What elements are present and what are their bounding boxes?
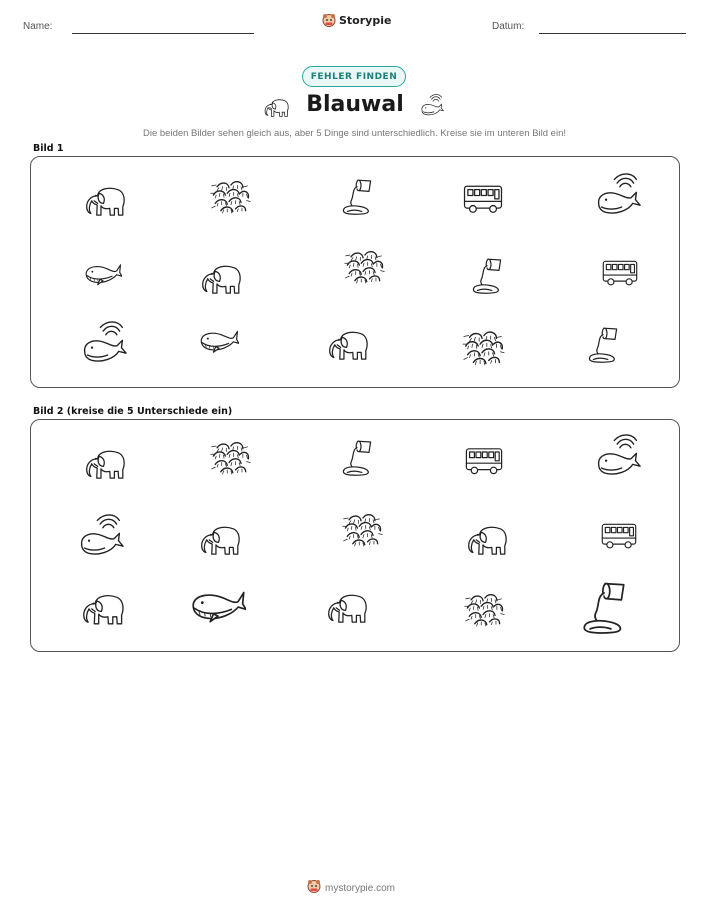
date-input-line[interactable] <box>539 33 686 34</box>
bucket-pour-icon[interactable] <box>337 434 377 482</box>
whale-icon[interactable] <box>181 578 255 634</box>
bus-icon[interactable] <box>595 253 645 291</box>
footer <box>307 879 395 898</box>
storypie-logo-icon <box>322 13 336 27</box>
footer-url[interactable]: mystorypie.com <box>325 883 396 894</box>
bucket-pour-icon[interactable] <box>575 576 633 640</box>
bucket-pour-icon[interactable] <box>337 173 377 221</box>
whale-spout-icon[interactable] <box>595 434 641 480</box>
name-input-line[interactable] <box>72 33 254 34</box>
elephant-icon[interactable] <box>79 586 129 630</box>
instructions: Die beiden Bilder sehen gleich aus, aber 5 Dinge sind unterschiedlich. Kreise sie im unteren Bild ein! <box>143 128 566 139</box>
krill-icon[interactable] <box>207 173 253 219</box>
picture2-panel <box>30 419 680 652</box>
date-label: Datum: <box>492 21 525 32</box>
elephant-icon[interactable] <box>323 323 375 365</box>
elephant-icon[interactable] <box>81 442 131 484</box>
krill-icon[interactable] <box>339 506 385 552</box>
page-title: Blauwal <box>306 92 404 117</box>
picture1-label: Bild 1 <box>33 143 64 154</box>
bucket-pour-icon[interactable] <box>583 321 623 369</box>
elephant-icon[interactable] <box>81 179 131 221</box>
whale-spout-icon[interactable] <box>79 321 129 367</box>
storypie-logo-icon <box>307 879 321 898</box>
whale-spout-icon[interactable] <box>595 173 641 219</box>
bucket-pour-icon[interactable] <box>467 251 507 301</box>
whale-icon[interactable] <box>191 321 247 361</box>
title-whale-icon <box>416 94 448 118</box>
krill-icon[interactable] <box>341 243 387 289</box>
whale-icon[interactable] <box>75 255 131 293</box>
name-label: Name: <box>23 21 53 32</box>
elephant-icon[interactable] <box>323 586 373 628</box>
bus-icon[interactable] <box>595 516 643 554</box>
bus-icon[interactable] <box>457 177 509 219</box>
elephant-icon[interactable] <box>197 518 245 560</box>
krill-icon[interactable] <box>459 323 507 371</box>
krill-icon[interactable] <box>461 586 507 632</box>
whale-spout-icon[interactable] <box>77 514 125 560</box>
elephant-icon[interactable] <box>197 257 247 299</box>
elephant-icon[interactable] <box>463 518 513 560</box>
brand <box>322 13 391 27</box>
picture2-label: Bild 2 (kreise die 5 Unterschiede ein) <box>33 406 233 417</box>
badge: FEHLER FINDEN <box>302 66 406 87</box>
krill-icon[interactable] <box>207 434 253 480</box>
picture1-panel <box>30 156 680 388</box>
title-elephant-icon <box>262 94 292 120</box>
bus-icon[interactable] <box>459 440 509 480</box>
brand-name: Storypie <box>339 13 392 27</box>
